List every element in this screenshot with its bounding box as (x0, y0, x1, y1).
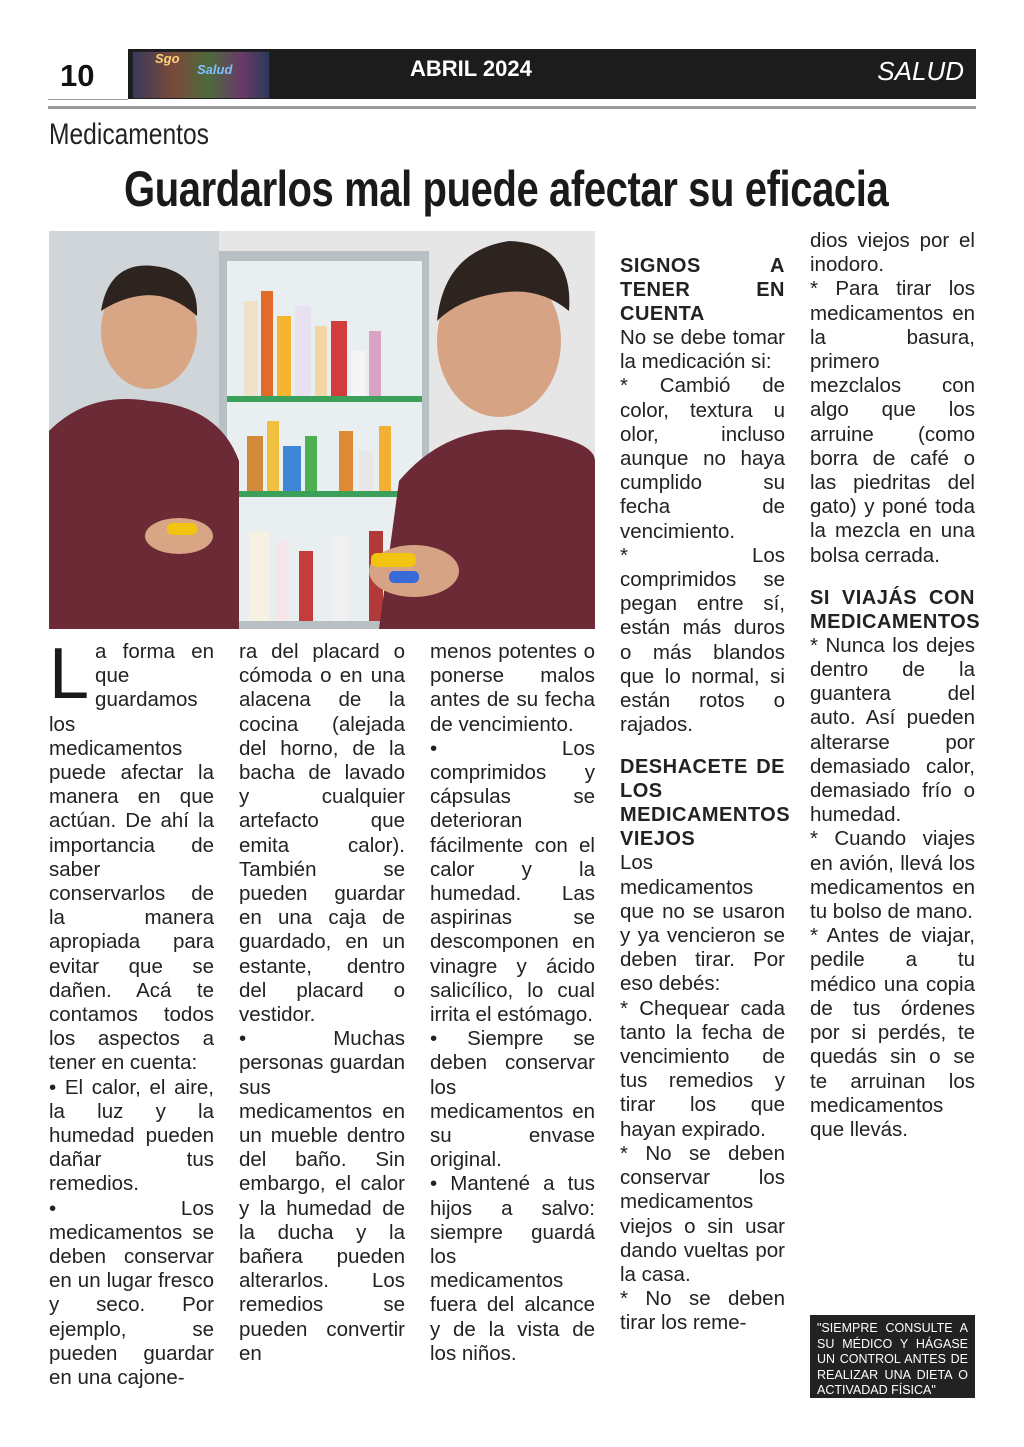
paragraph-potency: menos potentes o ponerse malos antes de su fecha de vencimiento. (430, 640, 595, 736)
section-name: SALUD (877, 56, 964, 86)
deshacete-item-1: * Chequear cada tanto la fecha de vencimiento de tus remedios y tirar los que hayan expirado. (620, 996, 785, 1141)
kicker: Medicamentos (49, 118, 209, 151)
column-4 (620, 254, 791, 1336)
col5-continuation: dios viejos por el inodoro. (810, 229, 975, 277)
bullet-children: • Mantené a tus hijos a salvo: siempre guardá los medicamentos fuera del alcance y de la vista de los niños. (430, 1172, 595, 1365)
signos-item-2: * Los comprimidos se pegan entre sí, están más duros o más blandos que lo normal, si están rotos o rajados. (620, 543, 785, 737)
viajas-item-3: * Antes de viajar, pedile a tu médico una copia de tus órdenes por si perdés, te quedás sin o se te arruinan los medicamentos que llevás. (810, 924, 975, 1141)
deshacete-item-2: * No se deben conservar los medicamentos viejos o sin usar dando vueltas por la casa. (620, 1141, 785, 1286)
subheading-viajas: SI VIAJÁS CON MEDICAMENTOS (810, 586, 981, 633)
deshacete-intro: Los medicamentos que no se usaron y ya vencieron se deben tirar. Por eso debés: (620, 851, 785, 996)
bullet-storage: • Los medicamentos se deben conservar en un lugar fresco y seco. Por ejemplo, se pueden guardar en una cajone- (49, 1196, 214, 1390)
subheading-signos: SIGNOS A TENER EN CUENTA (620, 255, 785, 325)
viajas-item-1: * Nunca los dejes dentro de la guantera del auto. Así pueden alterarse por demasiado calor, demasiado frío o humedad. (810, 633, 975, 827)
column-2 (239, 640, 405, 1366)
article-photo (49, 231, 595, 629)
disclaimer-box: "SIEMPRE CONSULTE A SU MÉDICO Y HÁGASE UN CONTROL ANTES DE REALIZAR UNA DIETA O ACTIVADAD FÍSICA" (810, 1315, 975, 1398)
page-number: 10 (60, 58, 95, 93)
column-3 (430, 640, 595, 1366)
deshacete-item-3: * No se deben tirar los reme- (620, 1287, 785, 1335)
subheading-deshacete: DESHACETE DE LOS MEDICAMENTOS VIEJOS (620, 756, 791, 851)
signos-item-1: * Cambió de color, textura u olor, incluso aunque no haya cumplido su fecha de vencimiento. (620, 374, 785, 543)
column-1 (49, 634, 214, 1390)
paragraph-storage-places: ra del placard o cómoda o en una alacena de la cocina (alejada del horno, de la bacha de lavado y cualquier artefacto que emita calor). También se pueden guardar en una caja de guardado, en un estante, dentro del placard o vestidor. (239, 640, 405, 1027)
bullet-original-container: • Siempre se deben conservar los medicamentos en su envase original. (430, 1027, 595, 1172)
issue-date: ABRIL 2024 (410, 56, 532, 81)
header-rule (48, 106, 976, 109)
viajas-item-2: * Cuando viajes en avión, llevá los medicamentos en tu bolso de mano. (810, 827, 975, 924)
signos-intro: No se debe tomar la medicación si: (620, 326, 785, 374)
col5-trash-tip: * Para tirar los medicamentos en la basura, primero mezclalos con algo que los arruine (como borra de café o las piedritas del gato) y poné toda la mezcla en una bolsa cerrada. (810, 277, 975, 567)
lead-paragraph: a forma en que guardamos los medicamentos puede afectar la manera en que actúan. De ahí la importancia de saber conservarlos de la manera apropiada para evitar que se dañen. Acá te contamos todos los aspectos a tener en cuenta: (49, 640, 214, 1075)
drop-cap: L (49, 634, 90, 714)
bullet-heat: • El calor, el aire, la luz y la humedad pueden dañar tus remedios. (49, 1075, 214, 1196)
column-5 (810, 229, 981, 1142)
headline: Guardarlos mal puede afectar su eficacia (124, 161, 889, 217)
publication-logo: Sgo Salud (132, 51, 270, 99)
bullet-bathroom: • Muchas personas guardan sus medicamentos en un mueble dentro del baño. Sin embargo, el calor y la humedad de la ducha y la bañera pueden alterarlos. Los remedios se pueden convertir en (239, 1027, 405, 1365)
bullet-tablets: • Los comprimidos y cápsulas se deterioran fácilmente con el calor y la humedad. Las aspirinas se descomponen en vinagre y ácido salicílico, lo cual irrita el estómago. (430, 736, 595, 1027)
